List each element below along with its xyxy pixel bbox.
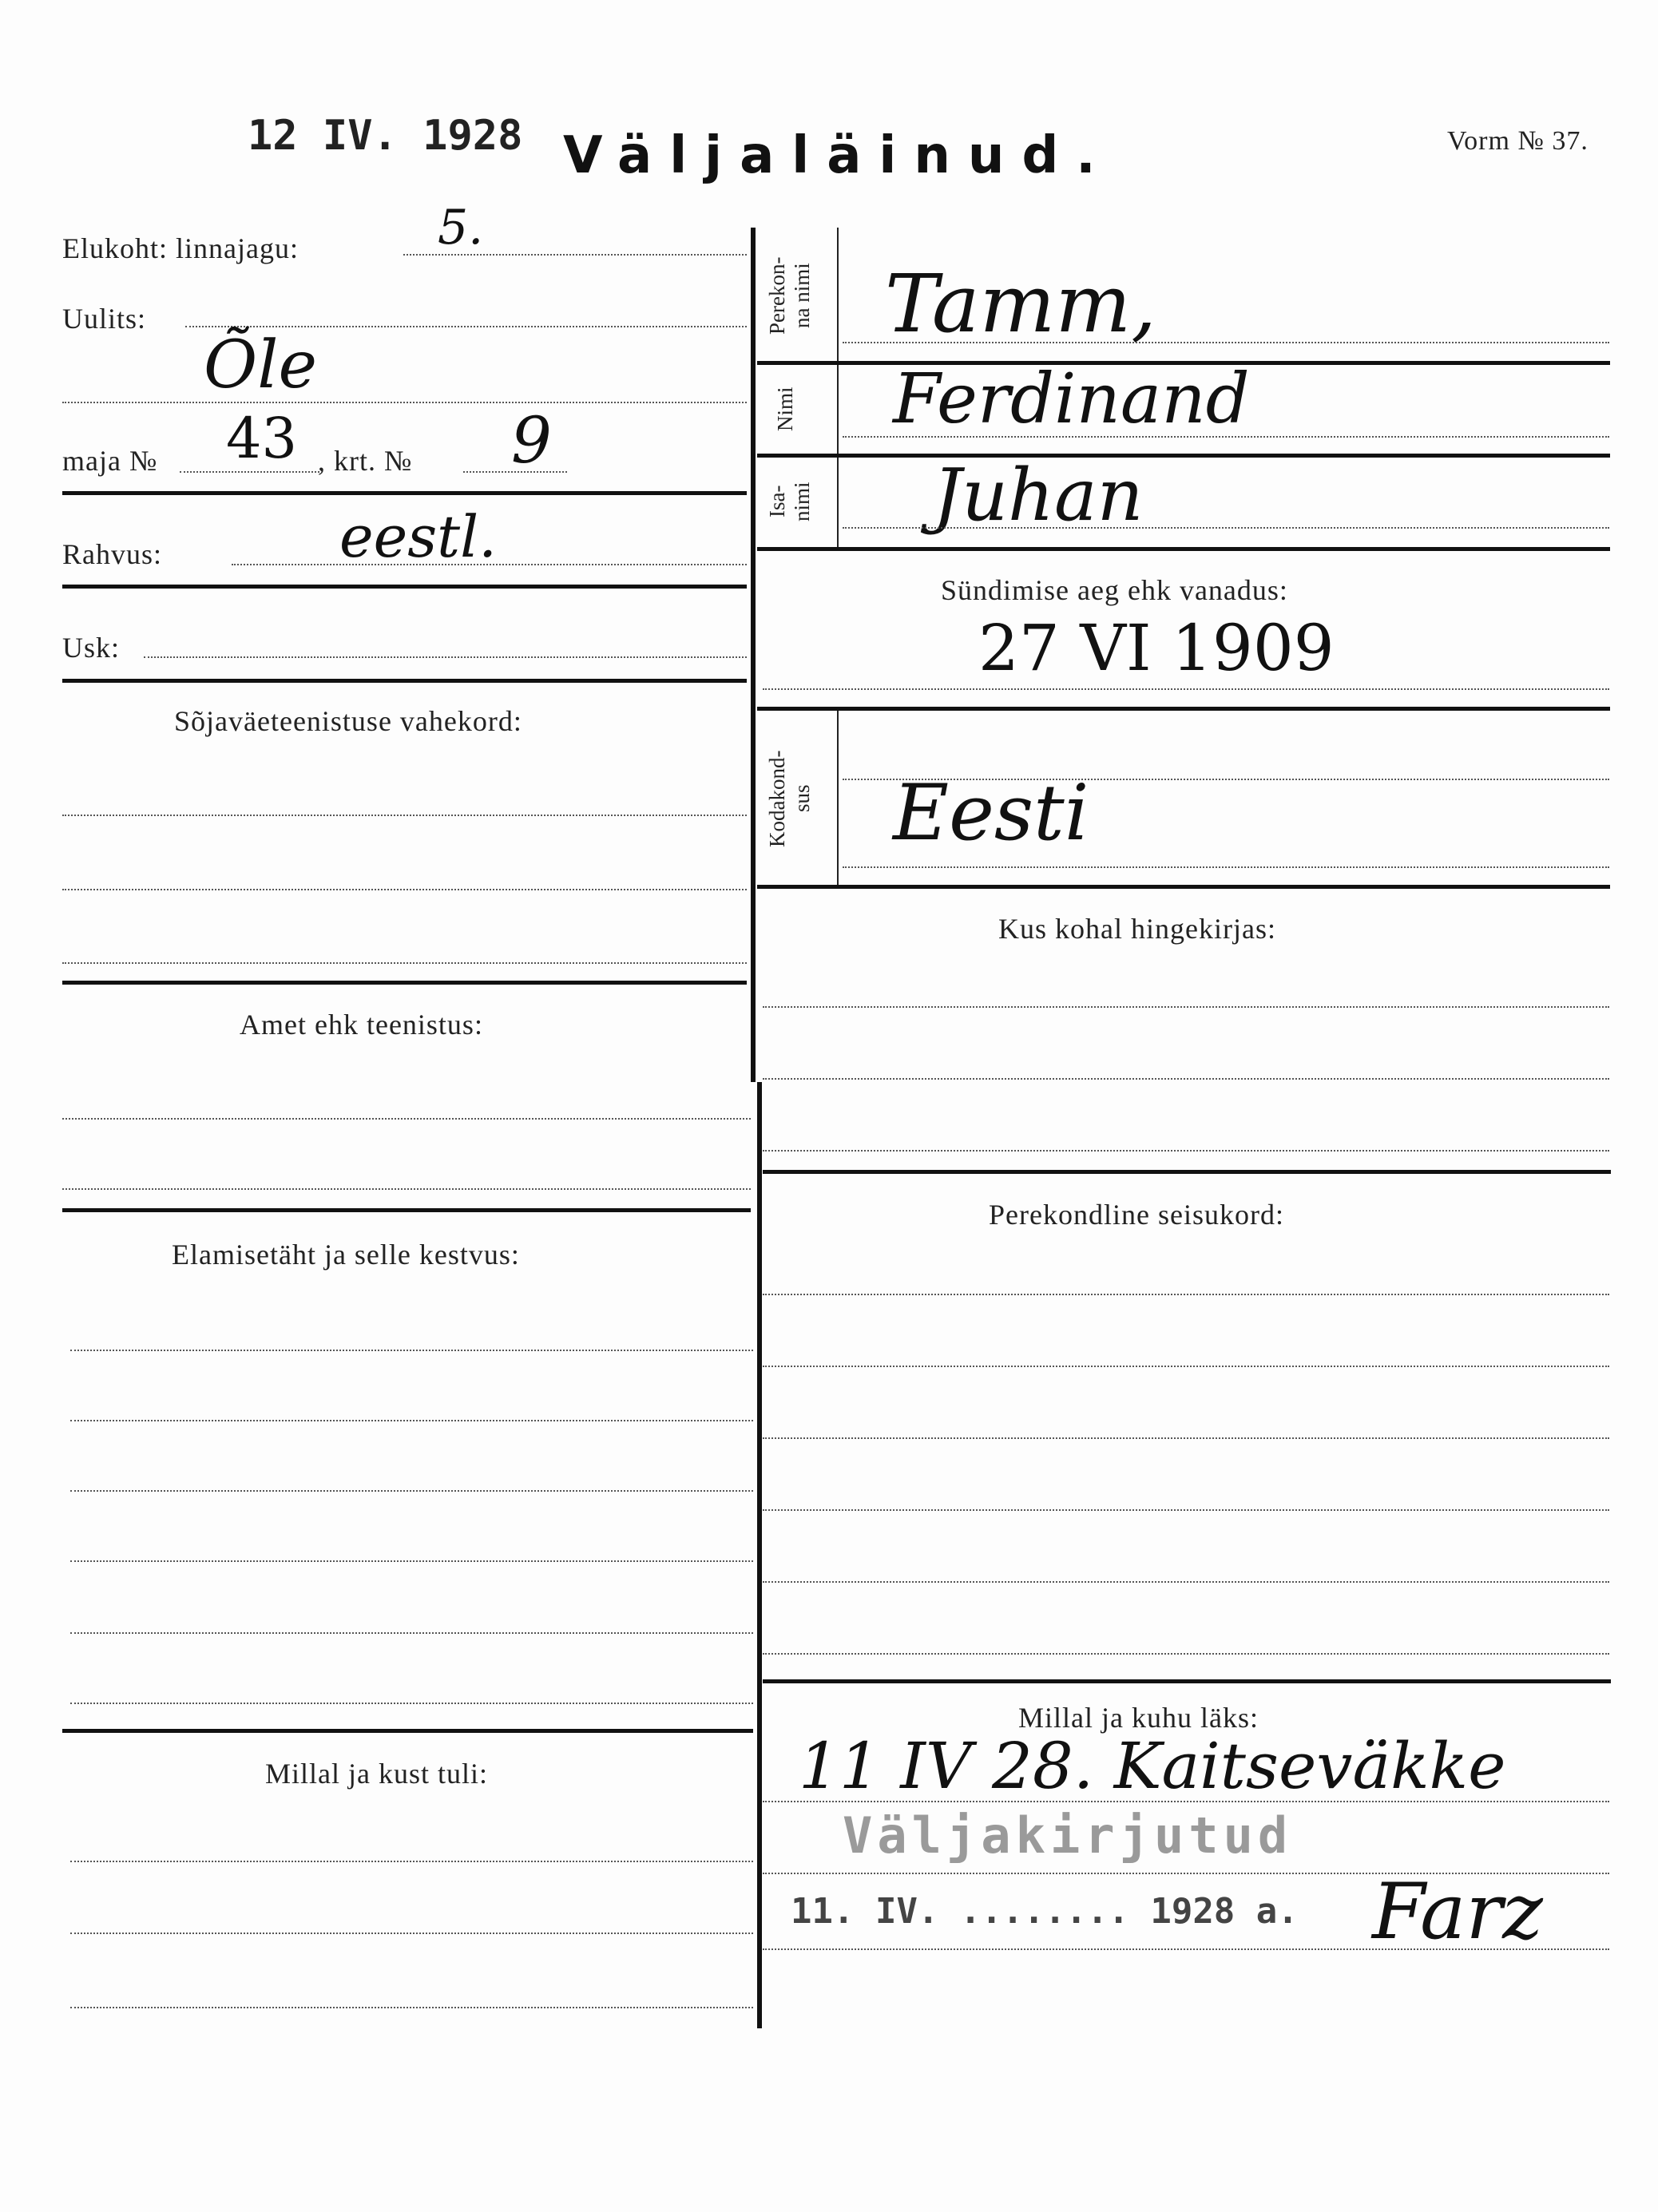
uulits-label: Uulits: [62, 303, 147, 335]
elamis-line-6 [70, 1703, 753, 1704]
main-divider [751, 228, 756, 1082]
usk-label: Usk: [62, 632, 121, 664]
isanimi-line [843, 527, 1609, 529]
stamp-text: Väljakirjutud [843, 1806, 1293, 1865]
perekondline-label: Perekondline seisukord: [989, 1199, 1284, 1231]
hingekirjas-line-1 [763, 1006, 1609, 1008]
sundimise-value: 27 VI 1909 [978, 611, 1335, 685]
rule-after-elamis [62, 1729, 753, 1733]
elamis-line-2 [70, 1420, 753, 1421]
label-column-divider [837, 228, 839, 549]
sojavae-line-3 [62, 962, 747, 964]
main-divider-lower [757, 1082, 762, 2028]
rule-after-nimi [757, 454, 1610, 458]
form-number: Vorm № 37. [1447, 126, 1589, 156]
elukoht-value: 5. [438, 200, 484, 256]
sojavae-label: Sõjaväeteenistuse vahekord: [174, 705, 522, 737]
krt-value: 9 [511, 403, 552, 478]
perekondline-line-1 [763, 1294, 1609, 1295]
elamis-line-4 [70, 1560, 753, 1562]
rule-after-rahvus [62, 585, 747, 589]
rule-after-amet [62, 1208, 751, 1212]
isanimi-label [765, 462, 829, 541]
page-title: Väljaläinud. [563, 126, 1113, 185]
signature: Farz [1372, 1867, 1543, 1956]
nimi-label [773, 369, 821, 449]
nimi-label-text: Nimi [773, 387, 797, 431]
rule-after-kodakondsus [757, 885, 1610, 889]
perekondline-line-2 [763, 1366, 1609, 1367]
laks-line-3 [763, 1948, 1609, 1950]
perekonnanimi-line [843, 342, 1609, 343]
amet-label: Amet ehk teenistus: [240, 1009, 483, 1041]
maja-value: 43 [226, 406, 298, 471]
perekonnanimi-label-1: Perekon- [765, 256, 789, 335]
elamis-line-3 [70, 1490, 753, 1492]
perekonnanimi-label-2: na nimi [790, 263, 815, 328]
tuli-line-2 [70, 1933, 753, 1934]
rule-after-sundimise [757, 707, 1610, 711]
hingekirjas-line-2 [763, 1078, 1609, 1080]
uulits-value: Õle [204, 327, 317, 403]
perekondline-line-6 [763, 1653, 1609, 1655]
rule-after-sojavae [62, 981, 747, 985]
perekondline-line-3 [763, 1437, 1609, 1439]
tuli-line-3 [70, 2007, 753, 2008]
amet-line-1 [62, 1118, 751, 1120]
millal-laks-value: 11 IV 28. Kaitseväkke [799, 1729, 1506, 1803]
nimi-value: Ferdinand [893, 359, 1250, 439]
nimi-line [843, 436, 1609, 438]
isanimi-label-2: nimi [790, 482, 815, 521]
perekondline-line-5 [763, 1581, 1609, 1583]
kodakondsus-label-2: sus [790, 784, 815, 813]
elamis-line-1 [70, 1350, 753, 1351]
isanimi-value: Juhan [933, 454, 1144, 537]
rule-after-perekondline [763, 1679, 1611, 1683]
isanimi-label-1: Isa- [765, 485, 789, 518]
perekonnanimi-label [765, 232, 829, 359]
usk-line [144, 656, 747, 658]
krt-label: , krt. № [318, 445, 413, 477]
amet-line-2 [62, 1188, 751, 1190]
perekondline-line-4 [763, 1509, 1609, 1511]
laks-line-1 [763, 1801, 1609, 1802]
kodakondsus-label-1: Kodakond- [765, 750, 789, 847]
rule-after-usk [62, 679, 747, 683]
tuli-line-1 [70, 1861, 753, 1862]
sundimise-line [763, 688, 1609, 690]
rule-after-hingekirjas [763, 1170, 1611, 1174]
elukoht-label: Elukoht: linnajagu: [62, 232, 299, 264]
maja-label: maja № [62, 445, 158, 477]
date-stamp: 12 IV. 1928 [248, 112, 523, 160]
sundimise-label: Sündimise aeg ehk vanadus: [941, 574, 1288, 606]
rahvus-value: eestl. [339, 503, 498, 570]
kodakondsus-divider [837, 711, 839, 885]
sojavae-line-2 [62, 889, 747, 890]
maja-line [180, 471, 319, 473]
millal-laks-label: Millal ja kuhu läks: [1018, 1702, 1259, 1734]
elamis-line-5 [70, 1632, 753, 1634]
millal-tuli-label: Millal ja kust tuli: [265, 1758, 488, 1790]
rahvus-label: Rahvus: [62, 538, 163, 570]
kodakondsus-value: Eesti [893, 768, 1089, 858]
hingekirjas-label: Kus kohal hingekirjas: [998, 913, 1276, 945]
perekonnanimi-value: Tamm, [885, 257, 1156, 351]
stamp-date: 11. IV. ........ 1928 a. [791, 1891, 1299, 1932]
rule-after-isanimi [757, 547, 1610, 551]
kodakondsus-label [765, 719, 829, 878]
rule-after-maja [62, 491, 747, 495]
kodakondsus-line-2 [843, 866, 1609, 868]
elamis-label: Elamisetäht ja selle kestvus: [172, 1239, 520, 1271]
hingekirjas-line-3 [763, 1150, 1609, 1152]
uulits-line-2 [62, 402, 747, 403]
sojavae-line-1 [62, 815, 747, 816]
